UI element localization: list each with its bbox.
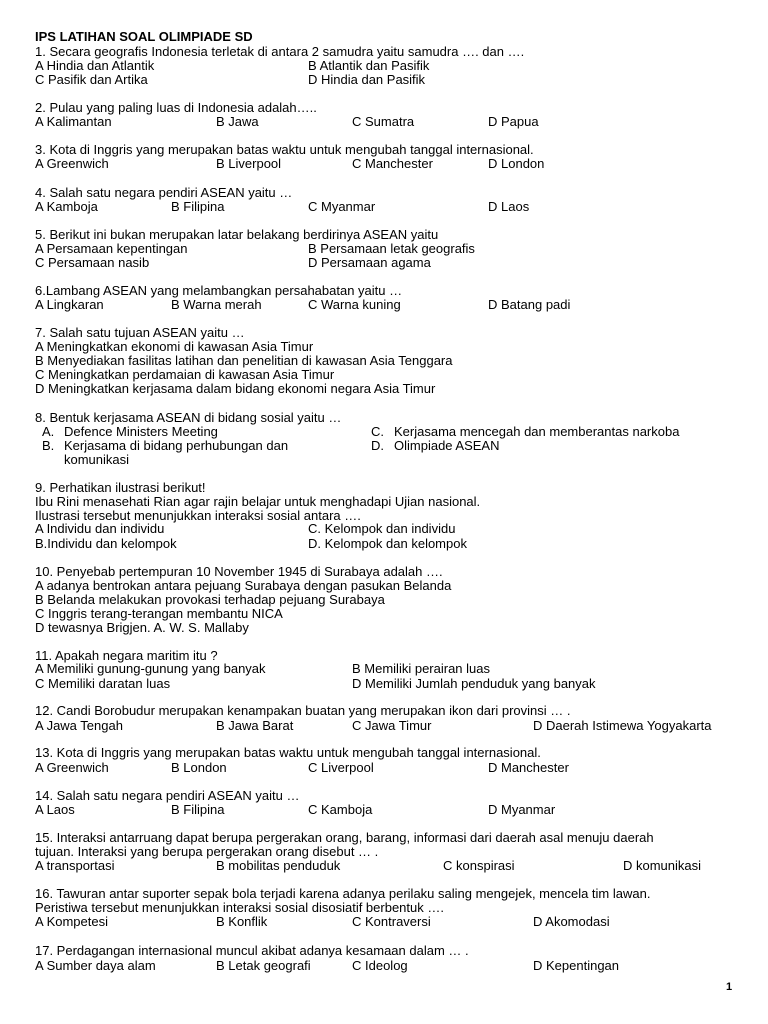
question-6-text: 6.Lambang ASEAN yang melambangkan persahabatan yaitu … [35,283,403,298]
question-17-text: 17. Perdagangan internasional muncul akibat adanya kesamaan dalam … . [35,943,469,958]
question-8-option-b: Kerjasama di bidang perhubungan dan [64,438,289,453]
question-1-option-c: C Pasifik dan Artika [35,72,148,87]
question-11-option-b: B Memiliki perairan luas [352,661,490,676]
question-17-option-a: A Sumber daya alam [35,958,156,973]
question-8-option-c-letter: C. [371,424,384,439]
question-14-text: 14. Salah satu negara pendiri ASEAN yaitu … [35,788,300,803]
question-9-option-d: D. Kelompok dan kelompok [308,536,467,551]
question-15-text-line-2: tujuan. Interaksi yang berupa pergerakan orang disebut … . [35,844,379,859]
question-15-text: 15. Interaksi antarruang dapat berupa pergerakan orang, barang, informasi dari daerah asal menuju daerah [35,830,654,845]
question-12-option-c: C Jawa Timur [352,718,432,733]
question-16-option-a: A Kompetesi [35,914,108,929]
question-3-option-d: D London [488,156,545,171]
question-5-option-a: A Persamaan kepentingan [35,241,188,256]
question-2-option-a: A Kalimantan [35,114,112,129]
question-6-option-b: B Warna merah [171,297,262,312]
question-12-option-d: D Daerah Istimewa Yogyakarta [533,718,712,733]
question-13-option-d: D Manchester [488,760,569,775]
question-8-text: 8. Bentuk kerjasama ASEAN di bidang sosial yaitu … [35,410,342,425]
question-13-option-a: A Greenwich [35,760,109,775]
question-7-option-c: C Meningkatkan perdamaian di kawasan Asia Timur [35,367,335,382]
question-14-option-d: D Myanmar [488,802,556,817]
question-13-option-b: B London [171,760,227,775]
question-6-option-c: C Warna kuning [308,297,401,312]
question-5-text: 5. Berikut ini bukan merupakan latar belakang berdirinya ASEAN yaitu [35,227,439,242]
question-7-option-b: B Menyediakan fasilitas latihan dan penelitian di kawasan Asia Tenggara [35,353,453,368]
question-2-option-b: B Jawa [216,114,259,129]
question-10-text: 10. Penyebab pertempuran 10 November 1945 di Surabaya adalah …. [35,564,443,579]
question-14-option-b: B Filipina [171,802,225,817]
question-11-option-a: A Memiliki gunung-gunung yang banyak [35,661,266,676]
question-5-option-c: C Persamaan nasib [35,255,150,270]
question-15-option-a: A transportasi [35,858,115,873]
question-4-option-a: A Kamboja [35,199,98,214]
question-4-option-c: C Myanmar [308,199,376,214]
question-16-text-line-2: Peristiwa tersebut menunjukkan interaksi sosial disosiatif berbentuk …. [35,900,444,915]
worksheet-title: IPS LATIHAN SOAL OLIMPIADE SD [35,29,253,44]
question-16-option-d: D Akomodasi [533,914,610,929]
question-7-text: 7. Salah satu tujuan ASEAN yaitu … [35,325,245,340]
question-17-option-c: C Ideolog [352,958,408,973]
question-2-option-c: C Sumatra [352,114,415,129]
question-3-option-c: C Manchester [352,156,433,171]
question-5-option-d: D Persamaan agama [308,255,431,270]
question-17-option-d: D Kepentingan [533,958,620,973]
question-1-option-d: D Hindia dan Pasifik [308,72,426,87]
question-4-option-b: B Filipina [171,199,225,214]
question-6-option-d: D Batang padi [488,297,571,312]
question-8-option-b-cont: komunikasi [64,452,130,467]
question-15-option-d: D komunikasi [623,858,702,873]
question-1-text: 1. Secara geografis Indonesia terletak di antara 2 samudra yaitu samudra …. dan …. [35,44,525,59]
question-8-option-b-letter: B. [42,438,55,453]
question-16-option-c: C Kontraversi [352,914,431,929]
question-2-option-d: D Papua [488,114,539,129]
question-6-option-a: A Lingkaran [35,297,104,312]
question-10-option-d: D tewasnya Brigjen. A. W. S. Mallaby [35,620,249,635]
question-13-text: 13. Kota di Inggris yang merupakan batas waktu untuk mengubah tanggal internasional. [35,745,541,760]
question-2-text: 2. Pulau yang paling luas di Indonesia adalah….. [35,100,317,115]
question-3-option-a: A Greenwich [35,156,109,171]
question-8-option-a-letter: A. [42,424,55,439]
question-5-option-b: B Persamaan letak geografis [308,241,475,256]
question-9-text-line-3: Ilustrasi tersebut menunjukkan interaksi sosial antara …. [35,508,361,523]
question-10-option-b: B Belanda melakukan provokasi terhadap pejuang Surabaya [35,592,385,607]
question-4-text: 4. Salah satu negara pendiri ASEAN yaitu … [35,185,293,200]
question-16-text: 16. Tawuran antar suporter sepak bola terjadi karena adanya perilaku saling mengejek, mencela tim lawan. [35,886,651,901]
question-12-text: 12. Candi Borobudur merupakan kenampakan buatan yang merupakan ikon dari provinsi … . [35,703,571,718]
question-11-text: 11. Apakah negara maritim itu ? [35,648,218,663]
question-8-option-d-letter: D. [371,438,384,453]
question-14-option-c: C Kamboja [308,802,373,817]
question-15-option-b: B mobilitas penduduk [216,858,341,873]
question-11-option-d: D Memiliki Jumlah penduduk yang banyak [352,676,596,691]
question-10-option-a: A adanya bentrokan antara pejuang Surabaya dengan pasukan Belanda [35,578,452,593]
question-1-option-b: B Atlantik dan Pasifik [308,58,430,73]
question-12-option-a: A Jawa Tengah [35,718,123,733]
question-9-text-line-2: Ibu Rini menasehati Rian agar rajin belajar untuk menghadapi Ujian nasional. [35,494,481,509]
question-8-option-d: Olimpiade ASEAN [394,438,500,453]
question-9-option-c: C. Kelompok dan individu [308,521,456,536]
question-15-option-c: C konspirasi [443,858,515,873]
question-11-option-c: C Memiliki daratan luas [35,676,171,691]
question-3-text: 3. Kota di Inggris yang merupakan batas waktu untuk mengubah tanggal internasional. [35,142,534,157]
question-3-option-b: B Liverpool [216,156,282,171]
question-13-option-c: C Liverpool [308,760,374,775]
question-7-option-d: D Meningkatkan kerjasama dalam bidang ekonomi negara Asia Timur [35,381,436,396]
question-9-option-a: A Individu dan individu [35,521,165,536]
question-1-option-a: A Hindia dan Atlantik [35,58,155,73]
question-17-option-b: B Letak geografi [216,958,311,973]
question-12-option-b: B Jawa Barat [216,718,294,733]
question-14-option-a: A Laos [35,802,75,817]
question-8-option-a: Defence Ministers Meeting [64,424,218,439]
question-10-option-c: C Inggris terang-terangan membantu NICA [35,606,283,621]
question-9-option-b: B.Individu dan kelompok [35,536,177,551]
question-7-option-a: A Meningkatkan ekonomi di kawasan Asia Timur [35,339,314,354]
question-8-option-c: Kerjasama mencegah dan memberantas narkoba [394,424,680,439]
question-9-text: 9. Perhatikan ilustrasi berikut! [35,480,206,495]
question-4-option-d: D Laos [488,199,530,214]
question-16-option-b: B Konflik [216,914,268,929]
page-number: 1 [726,981,733,993]
